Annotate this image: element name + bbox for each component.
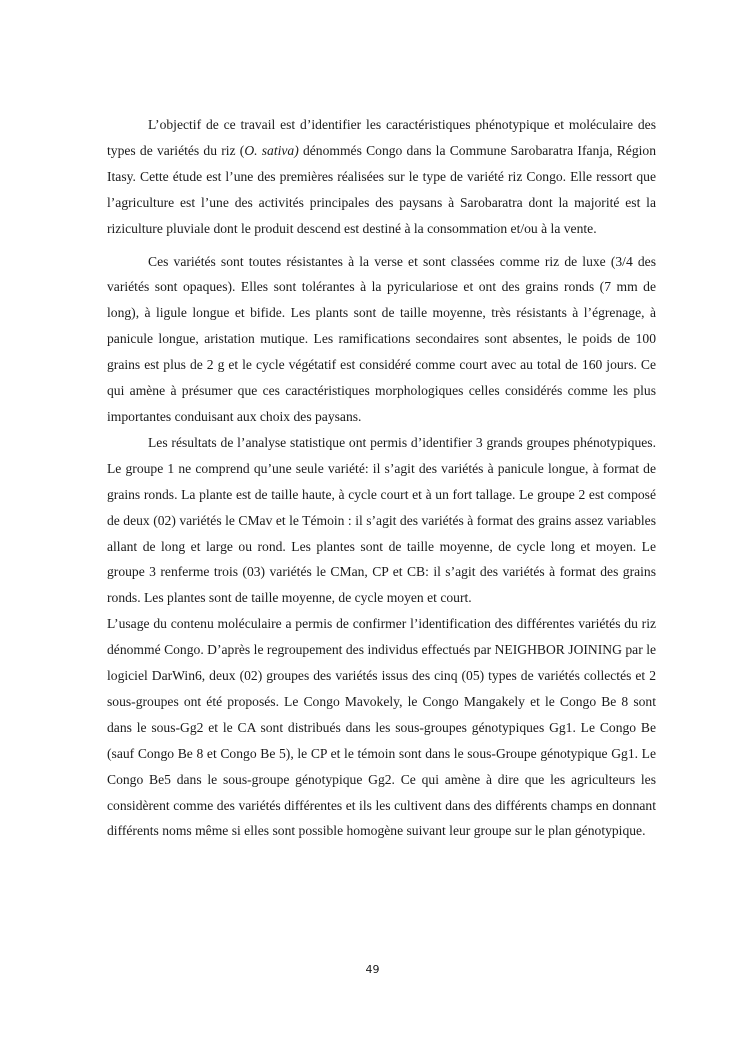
paragraph-statistics: Les résultats de l’analyse statistique ont permis d’identifier 3 grands groupes phénotypiques. Le groupe 1 ne comprend qu’une seule variété: il s’agit des variétés à panicule longue, à format de grains ronds. La plante est de taille haute, à cycle court et à un fort tallage. Le groupe 2 est composé de deux (02) variétés le CMav et le Témoin : il s’agit des variétés à format des grains assez variables allant de long et large ou rond. Les plantes sont de taille moyenne, de cycle long et moyen. Le groupe 3 renferme trois (03) variétés le CMan, CP et CB: il s’agit des variétés à format des grains ronds. Les plantes sont de taille moyenne, de cycle moyen et court.	[107, 434, 656, 606]
species-name: O. sativa)	[244, 142, 299, 158]
document-body	[107, 112, 656, 844]
paragraph-objective-text: L’objectif de ce travail est d’identifier les caractéristiques phénotypique et moléculaire des types de variétés du riz (	[107, 117, 656, 158]
paragraph-varieties: Ces variétés sont toutes résistantes à la verse et sont classées comme riz de luxe (3/4 des variétés sont opaques). Elles sont tolérantes à la pyriculariose et ont des grains ronds (7 mm de long), à ligule longue et bifide. Les plants sont de taille moyenne, très résistants à l’égrenage, à panicule longue, aristation mutique. Les ramifications secondaires sont absentes, le poids de 100 grains est plus de 2 g et le cycle végétatif est considéré comme court avec au total de 160 jours. Ce qui amène à présumer que ces caractéristiques morphologiques celles considérés comme les plus importantes conduisant aux choix des paysans.	[107, 253, 656, 424]
page-number: 49	[365, 963, 380, 976]
paragraph-molecular: L’usage du contenu moléculaire a permis de confirmer l’identification des différentes variétés du riz dénommé Congo. D’après le regroupement des individus effectués par NEIGHBOR JOINING par le logiciel DarWin6, deux (02) groupes des variétés issus des cinq (05) types de variétés collectés et 2 sous-groupes ont été proposés. Le Congo Mavokely, le Congo Mangakely et le Congo Be 8 sont dans le sous-Gg2 et le CA sont distribués dans les sous-groupes génotypiques Gg1. Le Congo Be (sauf Congo Be 8 et Congo Be 5), le CP et le témoin sont dans le sous-Groupe génotypique Gg1. Le Congo Be5 dans le sous-groupe génotypique Gg2. Ce qui amène à dire que les agriculteurs les considèrent comme des variétés différentes et ils les cultivent dans des différents champs en donnant différents noms même si elles sont possible homogène suivant leur groupe sur le plan génotypique.	[107, 616, 656, 839]
paragraph-objective	[107, 112, 656, 242]
paragraph-objective-text-end: dénommés Congo dans la Commune Sarobaratra Ifanja, Région Itasy. Cette étude est l’une des premières réalisées sur le type de variété riz Congo. Elle ressort que l’agriculture est l’une des activités principales des paysans à Sarobaratra dont la majorité est la riziculture pluviale dont le produit descend est destiné à la consommation et/ou à la vente.	[107, 142, 656, 236]
